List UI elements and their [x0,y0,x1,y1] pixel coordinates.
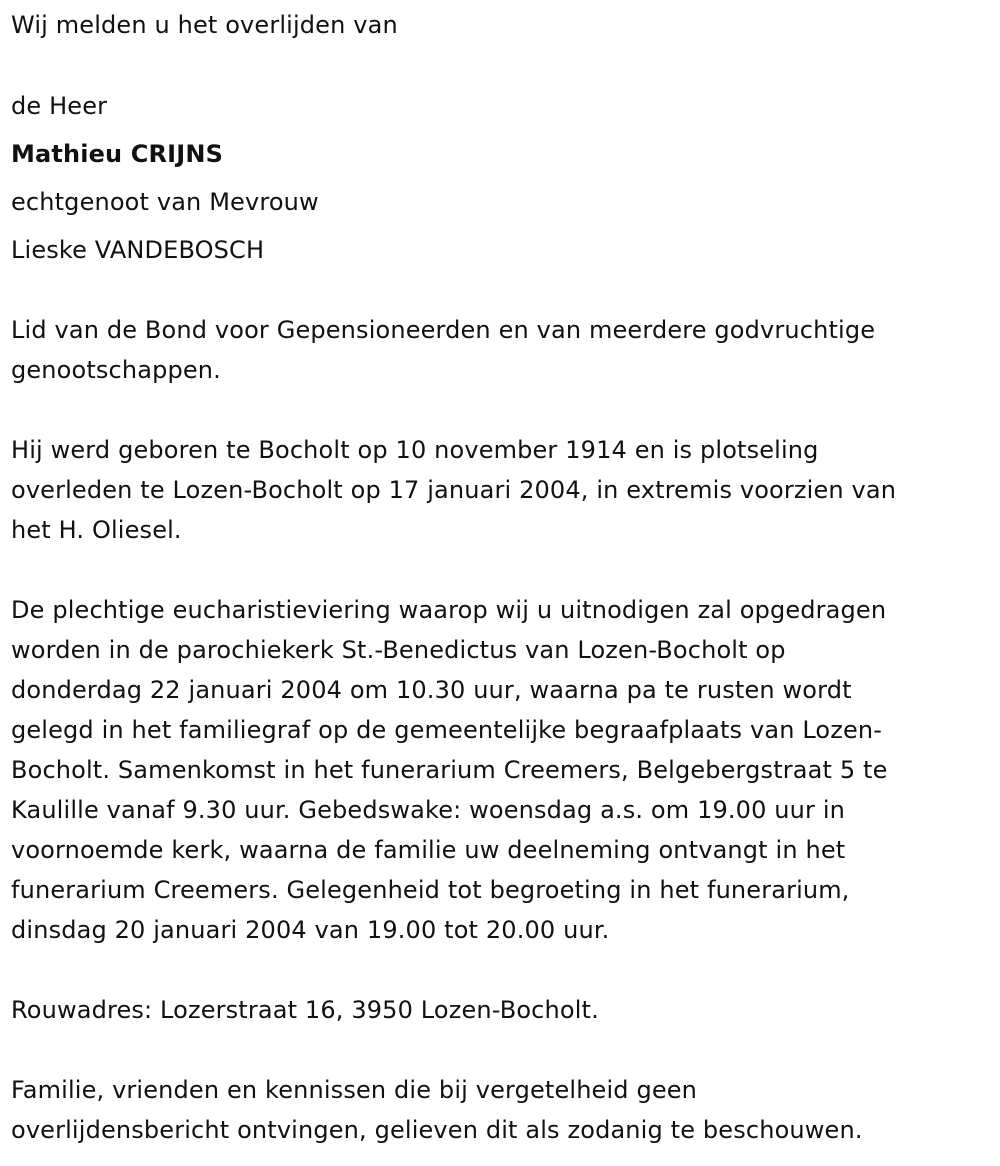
membership-line: Lid van de Bond voor Gepensioneerden en van meerdere godvruchtige [11,316,876,344]
ceremony-line: funerarium Creemers. Gelegenheid tot begroeting in het funerarium, [11,876,850,904]
mourning-address: Rouwadres: Lozerstraat 16, 3950 Lozen-Bocholt. [11,996,599,1024]
ceremony-line: dinsdag 20 januari 2004 van 19.00 tot 20.00 uur. [11,916,610,944]
birth-death-line: overleden te Lozen-Bocholt op 17 januari 2004, in extremis voorzien van [11,476,897,504]
ceremony-line: Bocholt. Samenkomst in het funerarium Creemers, Belgebergstraat 5 te [11,756,888,784]
closing-line: Familie, vrienden en kennissen die bij vergetelheid geen [11,1076,698,1104]
membership-paragraph [11,310,986,390]
intro-text: Wij melden u het overlijden van [11,11,398,39]
membership-line: genootschappen. [11,356,221,384]
ceremony-line: gelegd in het familiegraf op de gemeentelijke begraafplaats van Lozen- [11,716,883,744]
birth-death-paragraph [11,430,986,550]
spouse-line-2: Lieske VANDEBOSCH [11,236,265,264]
birth-death-line: Hij werd geboren te Bocholt op 10 november 1914 en is plotseling [11,436,819,464]
ceremony-line: donderdag 22 januari 2004 om 10.30 uur, waarna pa te rusten wordt [11,676,852,704]
spouse-line-1: echtgenoot van Mevrouw [11,188,319,216]
ceremony-line: De plechtige eucharistieviering waarop wij u uitnodigen zal opgedragen [11,596,887,624]
ceremony-line: voornoemde kerk, waarna de familie uw deelneming ontvangt in het [11,836,846,864]
ceremony-paragraph [11,590,986,950]
closing-paragraph [11,1070,986,1150]
ceremony-line: Kaulille vanaf 9.30 uur. Gebedswake: woensdag a.s. om 19.00 uur in [11,796,845,824]
deceased-name: Mathieu CRIJNS [11,140,224,168]
ceremony-line: worden in de parochiekerk St.-Benedictus van Lozen-Bocholt op [11,636,786,664]
birth-death-line: het H. Oliesel. [11,516,182,544]
honorific: de Heer [11,92,108,120]
closing-line: overlijdensbericht ontvingen, gelieven dit als zodanig te beschouwen. [11,1116,863,1144]
